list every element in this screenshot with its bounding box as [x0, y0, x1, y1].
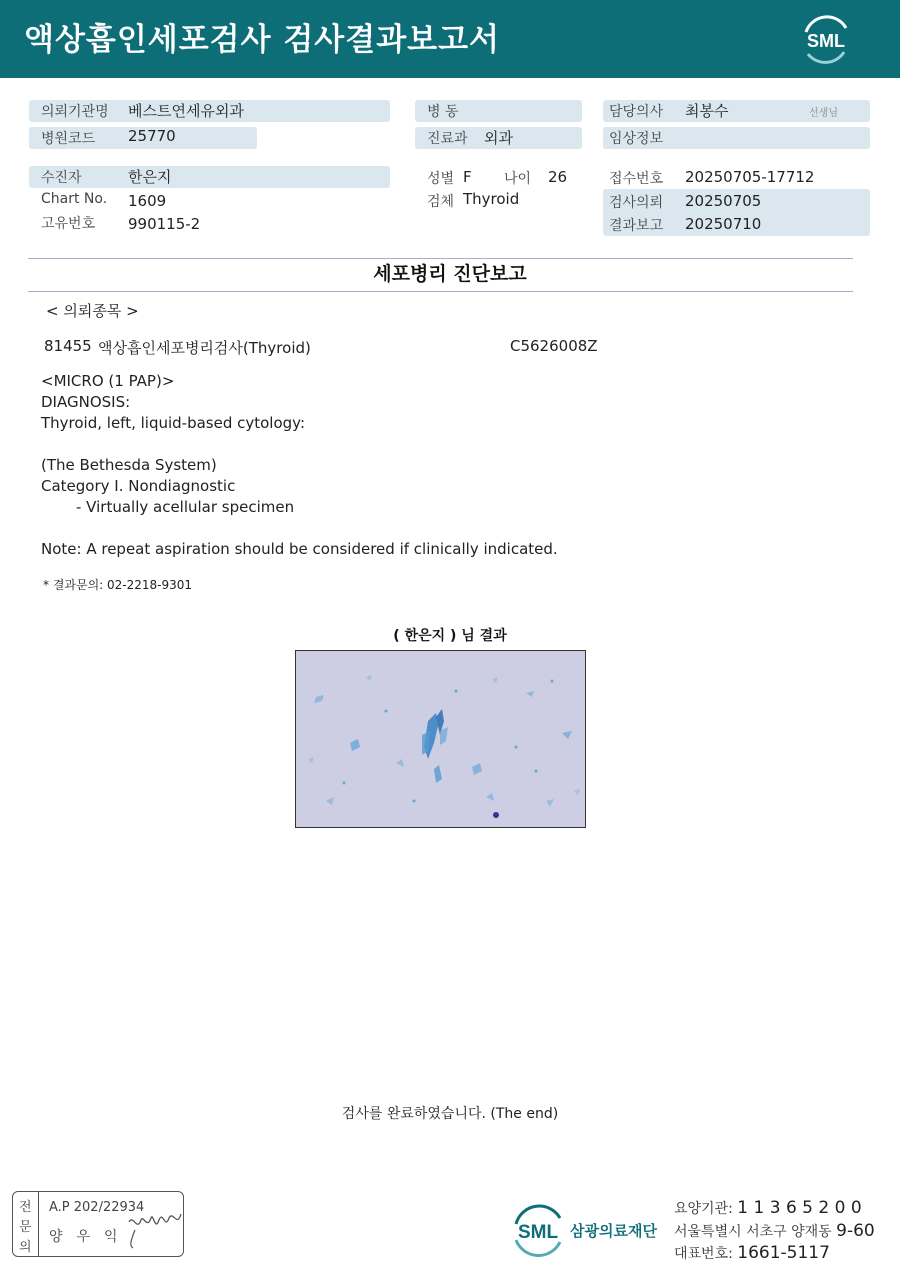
- footer-address-line: [674, 1221, 875, 1241]
- footer-code-label: 요양기관:: [674, 1201, 733, 1217]
- patient-value: 한은지: [128, 168, 172, 186]
- cytology-image: [295, 650, 586, 828]
- finding-line: - Virtually acellular specimen: [76, 498, 295, 516]
- stamp-char-1: 전: [19, 1200, 32, 1215]
- section-rule-bottom: [28, 291, 853, 292]
- institution-value: 베스트연세유외과: [128, 102, 244, 120]
- report-date-value: 20250710: [685, 215, 762, 233]
- section-title: 세포병리 진단보고: [373, 263, 527, 285]
- age-value: 26: [548, 168, 568, 186]
- sml-logo-icon: [798, 12, 854, 66]
- footer-phone-line: [674, 1243, 830, 1263]
- patient-label: 수진자: [41, 170, 82, 186]
- contact-line: * 결과문의: 02-2218-9301: [43, 578, 193, 592]
- specimen-label: 검체: [427, 194, 455, 210]
- footer-code-line: [674, 1198, 862, 1218]
- department-label: 진료과: [427, 131, 468, 147]
- report-title: 액상흡인세포검사 검사결과보고서: [24, 22, 500, 58]
- institution-label: 의뢰기관명: [41, 104, 109, 120]
- report-date-label: 결과보고: [609, 218, 664, 234]
- stamp-pathologist-name: 양우익: [49, 1229, 132, 1245]
- footer-address-label: 서울특별시 서초구 양재동: [674, 1224, 832, 1240]
- request-items-title: < 의뢰종목 >: [46, 302, 139, 320]
- unique-no-label: 고유번호: [41, 216, 96, 232]
- item-ref: C5626008Z: [510, 337, 598, 355]
- unique-no-value: 990115-2: [128, 215, 201, 233]
- note-line: Note: A repeat aspiration should be considered if clinically indicated.: [41, 540, 558, 558]
- footer-phone-label: 대표번호:: [674, 1246, 733, 1262]
- footer-address-value: 9-60: [836, 1221, 875, 1241]
- hospital-code-label: 병원코드: [41, 131, 96, 147]
- chart-no-label: Chart No.: [41, 191, 108, 207]
- receipt-no-value: 20250705-17712: [685, 168, 815, 186]
- footer-code-value: 1 1 3 6 5 2 0 0: [737, 1198, 862, 1218]
- stamp-divider: [38, 1192, 39, 1256]
- department-value: 외과: [484, 129, 513, 147]
- footer-org-name: 삼광의료재단: [570, 1222, 657, 1240]
- specimen-line: Thyroid, left, liquid-based cytology:: [41, 414, 306, 432]
- stamp-char-3: 의: [19, 1240, 32, 1255]
- ward-label: 병 동: [427, 104, 459, 120]
- cytology-slide-image: [296, 651, 586, 828]
- report-header: [0, 0, 900, 78]
- doctor-label: 담당의사: [609, 104, 664, 120]
- diagnosis-heading: DIAGNOSIS:: [41, 393, 131, 411]
- doctor-suffix: 선생님: [809, 108, 838, 119]
- hospital-code-value: 25770: [128, 127, 176, 145]
- item-name: 액상흡인세포병리검사(Thyroid): [98, 339, 311, 357]
- footer-logo-text: SML: [517, 1222, 559, 1243]
- chart-no-value: 1609: [128, 192, 167, 210]
- item-code: 81455: [44, 337, 92, 355]
- footer-sml-logo-icon: [508, 1198, 568, 1258]
- request-date-label: 검사의뢰: [609, 195, 664, 211]
- bethesda-line: (The Bethesda System): [41, 456, 217, 474]
- category-line: Category I. Nondiagnostic: [41, 477, 236, 495]
- request-date-value: 20250705: [685, 192, 762, 210]
- signature-icon: [125, 1202, 185, 1250]
- clinical-info-label: 임상정보: [609, 131, 664, 147]
- footer-phone-value: 1661-5117: [737, 1243, 830, 1263]
- age-label: 나이: [504, 171, 532, 187]
- specimen-value: Thyroid: [463, 190, 520, 208]
- patient-row: [29, 166, 390, 188]
- pathologist-stamp: [12, 1191, 184, 1257]
- stamp-char-2: 문: [19, 1220, 32, 1235]
- sex-value: F: [463, 168, 472, 186]
- sml-logo-text: SML: [807, 31, 845, 51]
- receipt-no-label: 접수번호: [609, 171, 664, 187]
- doctor-value: 최봉수: [685, 102, 729, 120]
- completion-message: 검사를 완료하였습니다. (The end): [341, 1106, 559, 1122]
- photo-caption: ( 한은지 ) 님 결과: [393, 628, 507, 644]
- sex-label: 성별: [427, 171, 455, 187]
- micro-line: <MICRO (1 PAP)>: [41, 372, 175, 390]
- stamp-ap-number: A.P 202/22934: [49, 1200, 145, 1215]
